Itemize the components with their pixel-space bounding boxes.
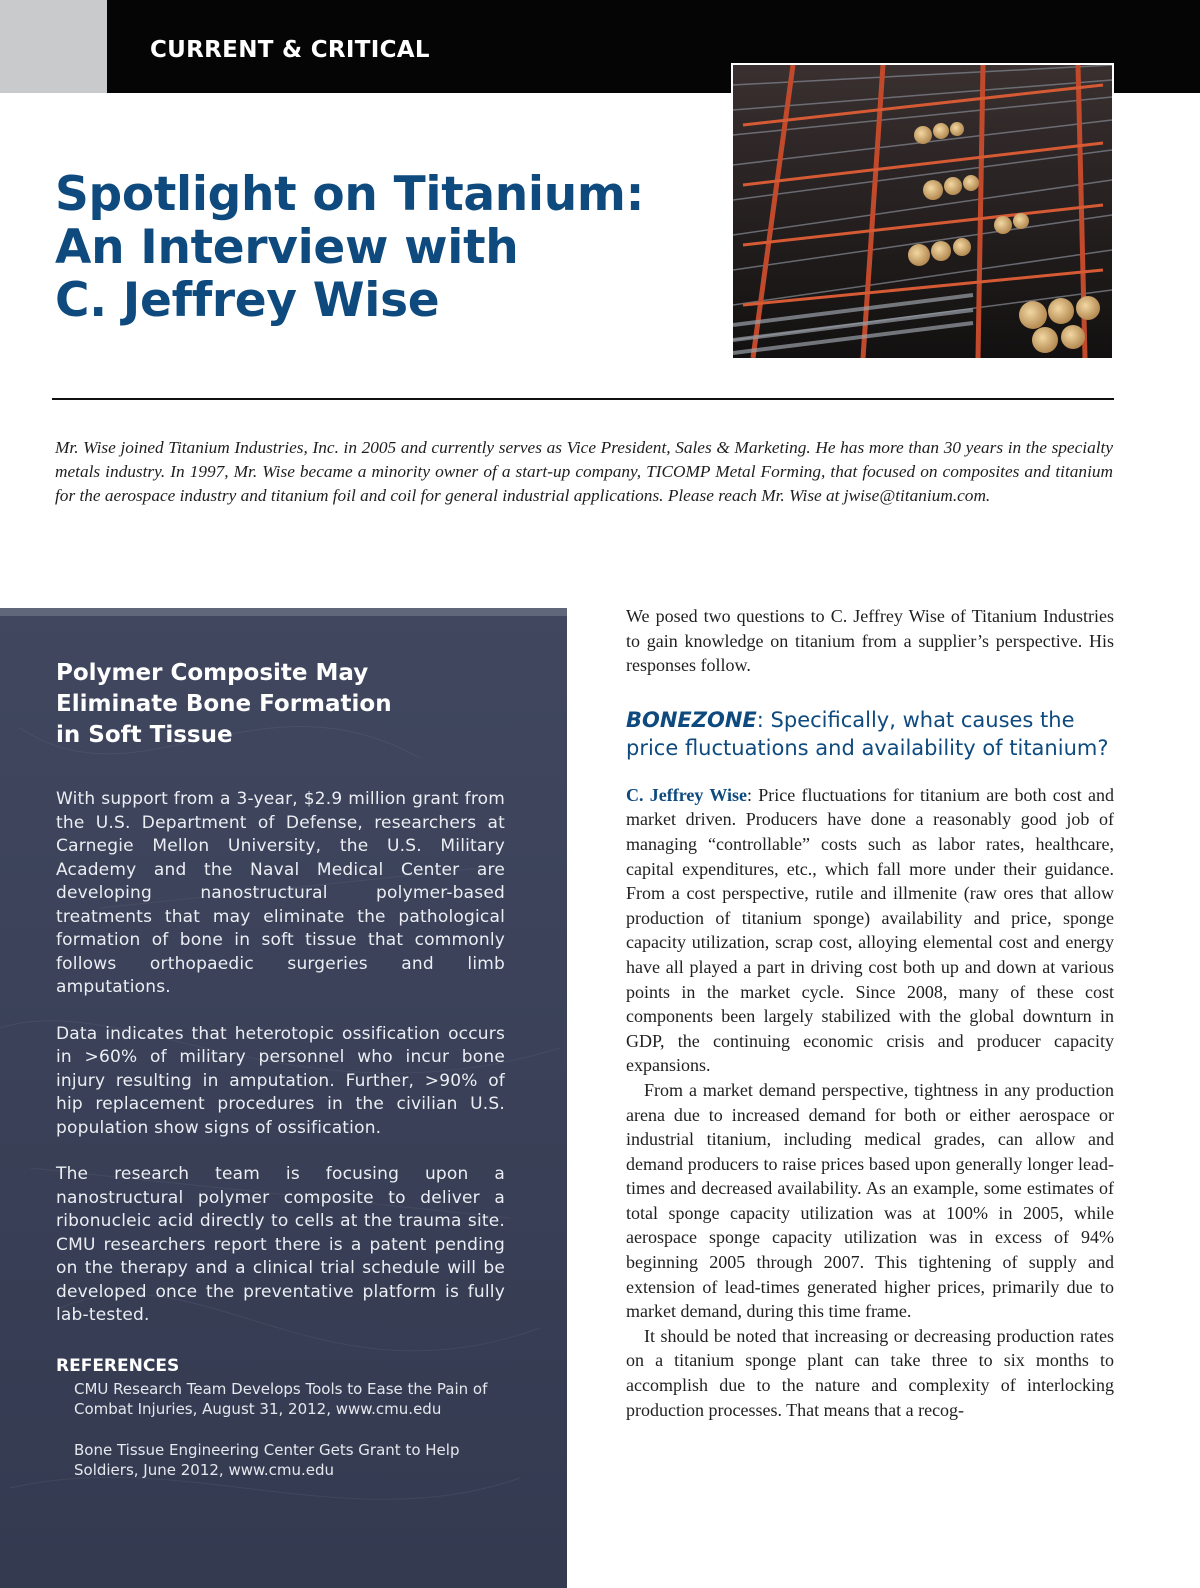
answer-speaker: C. Jeffrey Wise — [626, 784, 747, 805]
sidebar-paragraph: With support from a 3-year, $2.9 million grant from the U.S. Department of Defense, researchers at Carnegie Mellon University, the U.S. Military Academy and the Naval Medical Center are developing nanostructural polymer-based treatments that may eliminate the pathological formation of bone in soft tissue that commonly follows orthopaedic surgeries and limb amputations. — [56, 789, 505, 997]
reference-item: CMU Research Team Develops Tools to Ease the Pain of Combat Injuries, August 31, 2012, www.cmu.edu — [74, 1379, 488, 1418]
divider-rule — [52, 398, 1114, 400]
interview-column — [626, 604, 1114, 1422]
sidebar-panel — [0, 608, 567, 1588]
title-line: An Interview with — [55, 220, 519, 275]
sidebar-title-line: in Soft Tissue — [56, 722, 233, 748]
sidebar-title-line: Polymer Composite May — [56, 660, 369, 686]
sidebar-paragraph: The research team is focusing upon a nanostructural polymer composite to deliver a ribonucleic acid directly to cells at the trauma site. CMU researchers report there is a patent pending on the therapy and a clinical trial schedule will be developed once the preventative platform is fully lab-tested. — [56, 1164, 505, 1325]
title-line: C. Jeffrey Wise — [55, 273, 440, 328]
reference-item: Bone Tissue Engineering Center Gets Grant to Help Soldiers, June 2012, www.cmu.edu — [74, 1440, 460, 1479]
references-heading: REFERENCES — [56, 1355, 180, 1376]
sidebar-title-line: Eliminate Bone Formation — [56, 691, 392, 717]
section-label: CURRENT & CRITICAL — [150, 37, 430, 63]
interview-lead: We posed two questions to C. Jeffrey Wise of Titanium Industries to gain knowledge on titanium from a supplier’s perspective. His responses follow. — [626, 606, 1114, 676]
author-intro: Mr. Wise joined Titanium Industries, Inc. in 2005 and currently serves as Vice President, Sales & Marketing. He has more than 30 years in the specialty metals industry. In 1997, Mr. Wise became a minority owner of a start-up company, TICOMP Metal Forming, that focused on composites and titanium for the aerospace industry and titanium foil and coil for general industrial applications. Please reach Mr. Wise at jwise@titanium.com. — [55, 438, 1113, 505]
answer-paragraph — [626, 783, 1114, 1078]
interview-question — [626, 706, 1114, 763]
answer-text: : Price fluctuations for titanium are both cost and market driven. Producers have done a reasonably good job of managing “controllable” costs such as labor rates, healthcare, capital expenditures, etc., which fall more under their guidance. From a cost perspective, rutile and illmenite (raw ores that allow production of titanium sponge) availability and price, sponge capacity utilization, scrap cost, alloying elemental cost and energy have all played a part in driving cost both up and down at various points in the market cycle. Since 2008, many of these cost components been largely stabilized with the global downturn in GDP, the continuing economic crisis and producer capacity expansions. — [626, 784, 1114, 1076]
question-source: BONEZONE — [626, 707, 757, 732]
hero-photo — [731, 63, 1114, 360]
answer-paragraph: From a market demand perspective, tightness in any production arena due to increased demand for both or either aerospace or industrial titanium, including medical grades, can allow and demand producers to raise prices based upon generally longer lead-times and decreased availability. As an example, some estimates of total sponge capacity utilization was at 100% in 2005, while aerospace sponge capacity utilization was in excess of 94% beginning 2005 through 2007. This tightening of supply and extension of lead-times generated higher prices, primarily due to market demand, during this time frame. — [626, 1079, 1114, 1322]
question-text: : Specifically, what causes the price fluctuations and availability of titanium? — [626, 707, 1109, 761]
sidebar-title — [56, 658, 505, 751]
answer-paragraph: It should be noted that increasing or decreasing production rates on a titanium sponge plant can take three to six months to accomplish due to the nature and complexity of interlocking production processes. That means that a recog- — [626, 1325, 1114, 1420]
article-title — [55, 168, 675, 327]
header-gray-tab — [0, 0, 107, 93]
title-line: Spotlight on Titanium: — [55, 167, 645, 222]
sidebar-paragraph: Data indicates that heterotopic ossification occurs in >60% of military personnel who incur bone injury resulting in amputation. Further, >90% of hip replacement procedures in the civilian U.S. population show signs of ossification. — [56, 1023, 505, 1138]
